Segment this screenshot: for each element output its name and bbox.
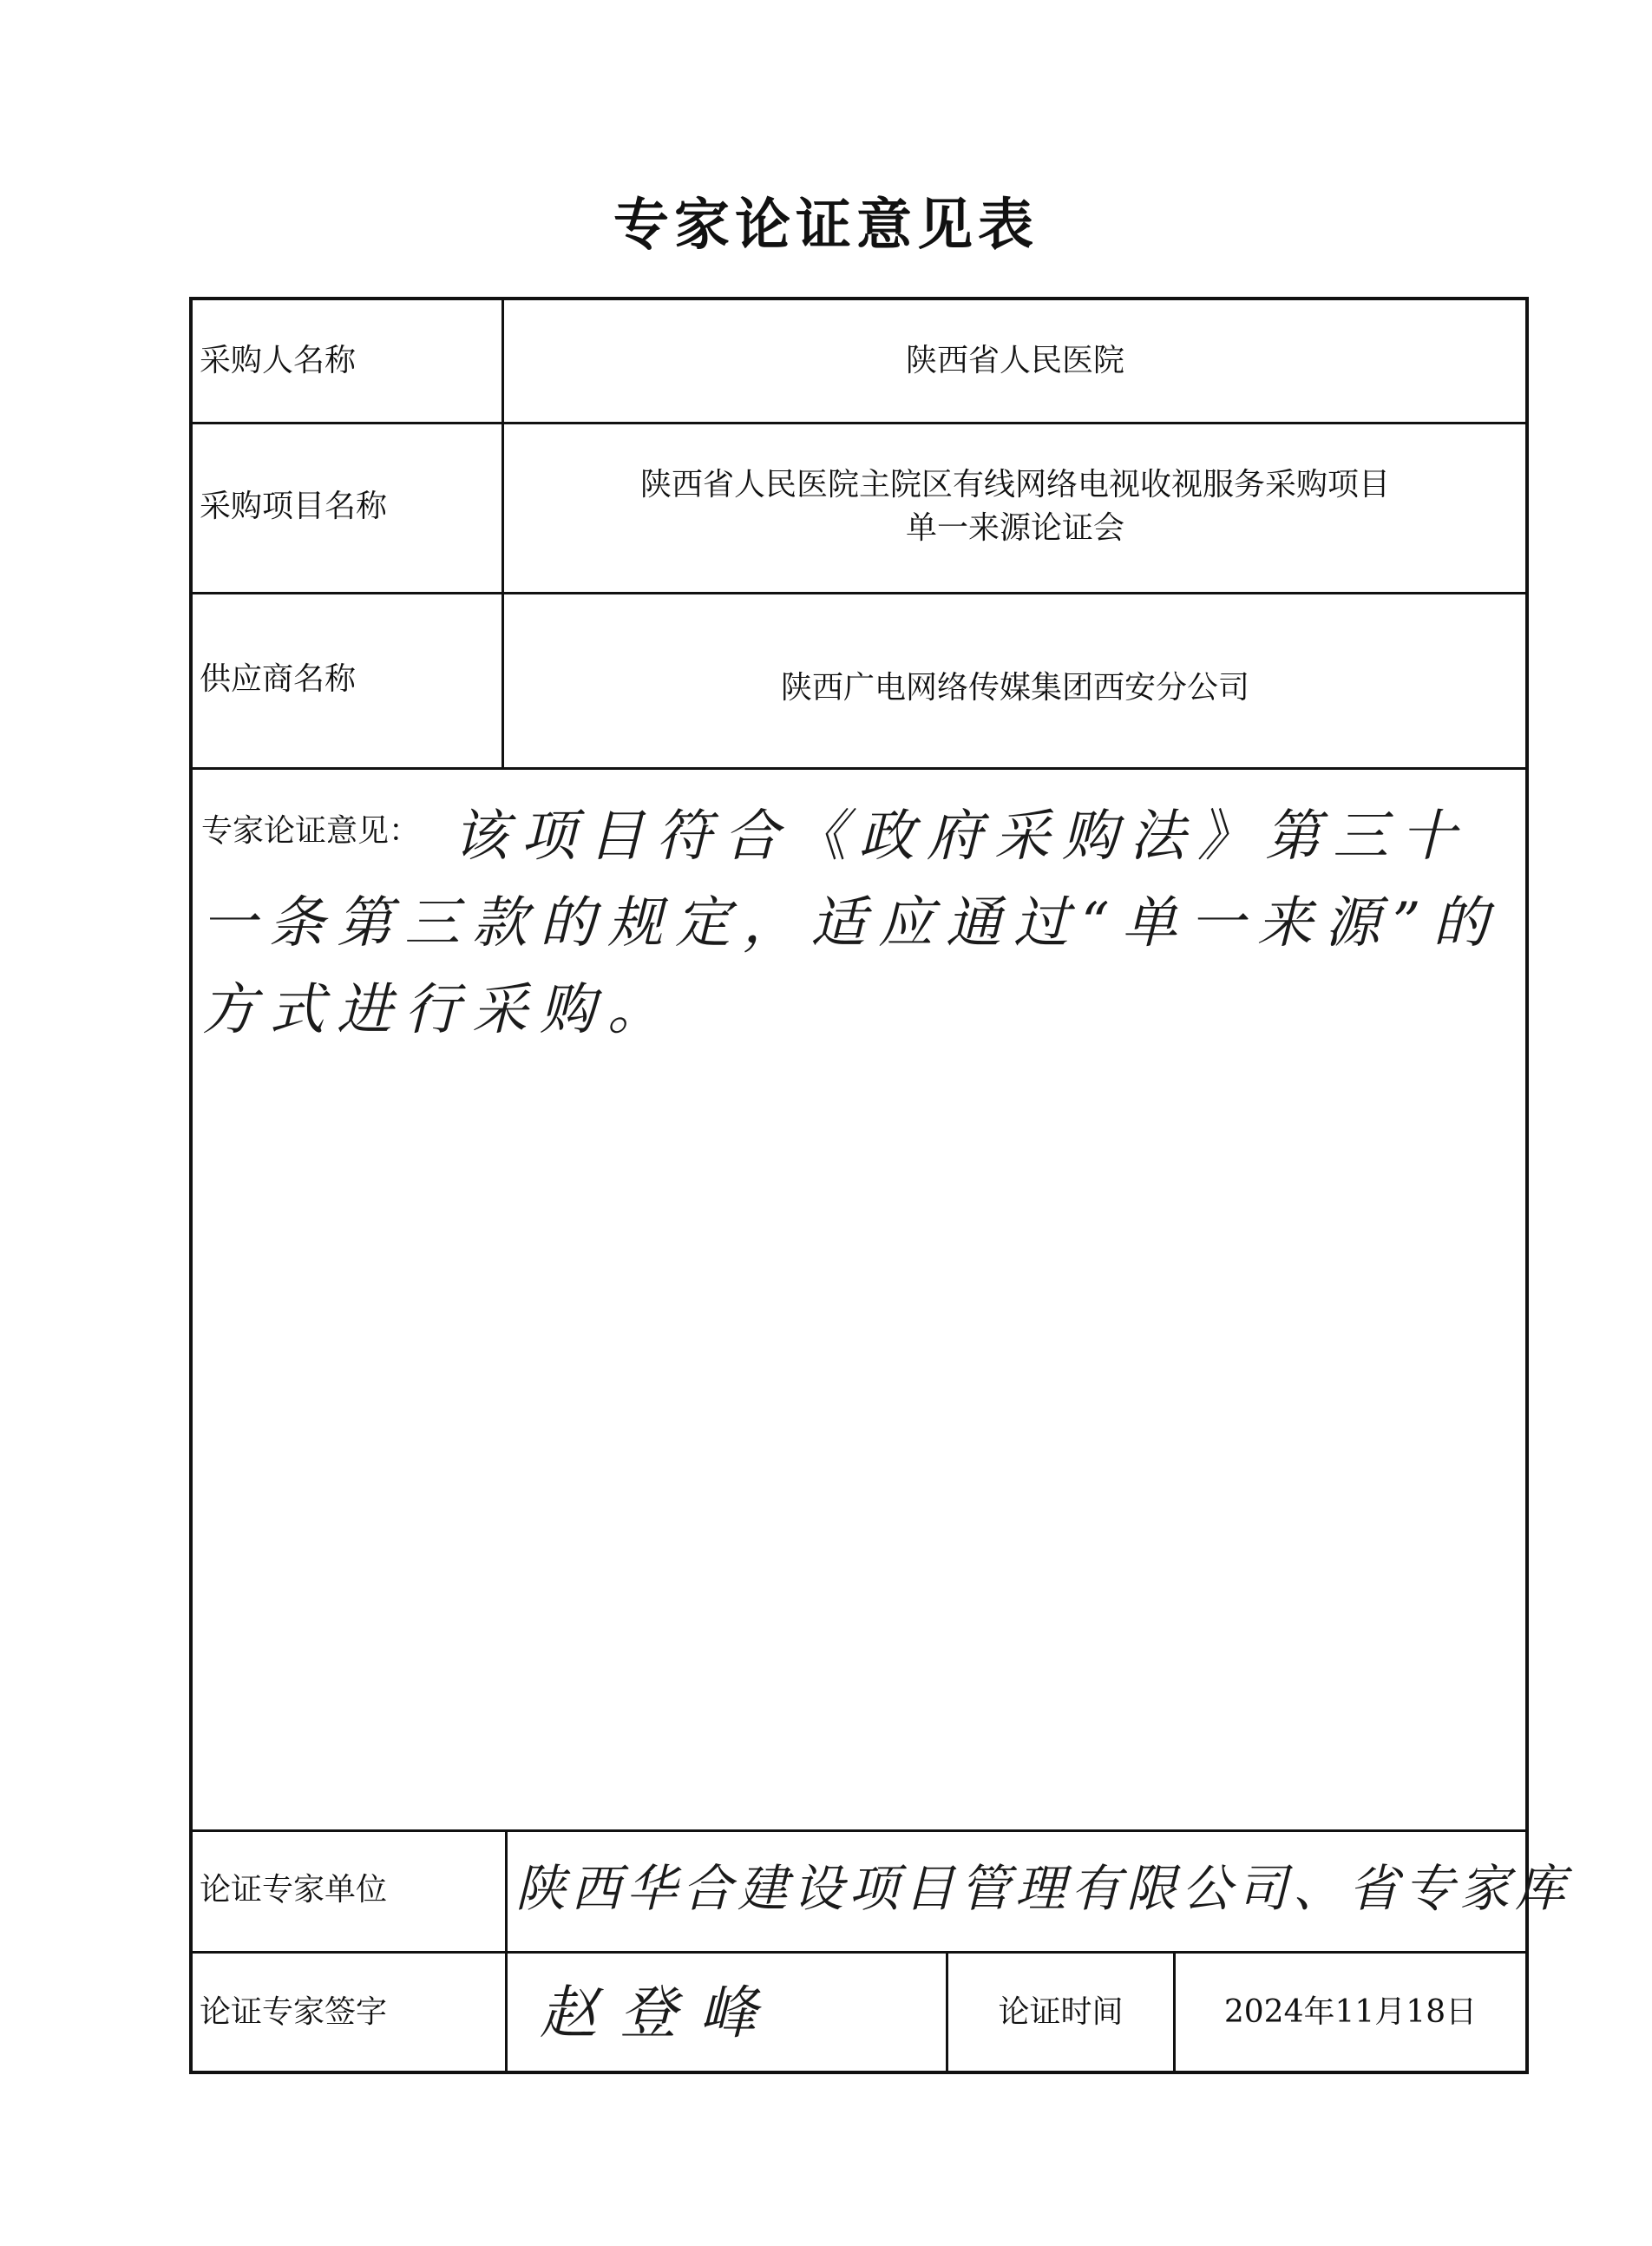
- date-label: 论证时间: [998, 1994, 1124, 2030]
- project-value: [505, 422, 1525, 592]
- date-label-cell: [948, 1951, 1173, 2074]
- purchaser-label: 采购人名称: [200, 343, 357, 378]
- page-title: 专家论证意见表: [613, 194, 1039, 258]
- project-value-line2: 单一来源论证会: [905, 510, 1124, 546]
- opinion-form: [189, 297, 1571, 2074]
- expert-signature-label: 论证专家签字: [200, 1994, 388, 2030]
- opinion-label: 专家论证意见：: [201, 813, 421, 849]
- supplier-value-text: 陕西广电网络传媒集团西安分公司: [780, 670, 1249, 706]
- date-value-cell: [1176, 1951, 1525, 2074]
- opinion-handwritten-text: 该项目符合《政府采购法》第三十一条第三款的规定，适应通过“单一来源”的方式进行采购。: [201, 804, 1501, 1042]
- column-divider: [502, 300, 504, 767]
- project-value-line1: 陕西省人民医院主院区有线网络电视收视服务采购项目: [639, 467, 1390, 502]
- expert-unit-label: 论证专家单位: [200, 1872, 388, 1908]
- project-label: 采购项目名称: [200, 489, 388, 524]
- date-value: 2024年11月18日: [1223, 1994, 1478, 2030]
- expert-signature: 赵登峰: [540, 1980, 779, 2046]
- purchaser-value: [505, 300, 1525, 422]
- expert-unit-handwritten: 陕西华合建设项目管理有限公司、省专家库: [515, 1859, 1571, 1918]
- opinion-cell: [193, 767, 1525, 1829]
- supplier-label: 供应商名称: [200, 661, 357, 697]
- supplier-value: [505, 592, 1525, 767]
- column-divider: [505, 1829, 508, 2074]
- purchaser-value-text: 陕西省人民医院: [905, 343, 1124, 378]
